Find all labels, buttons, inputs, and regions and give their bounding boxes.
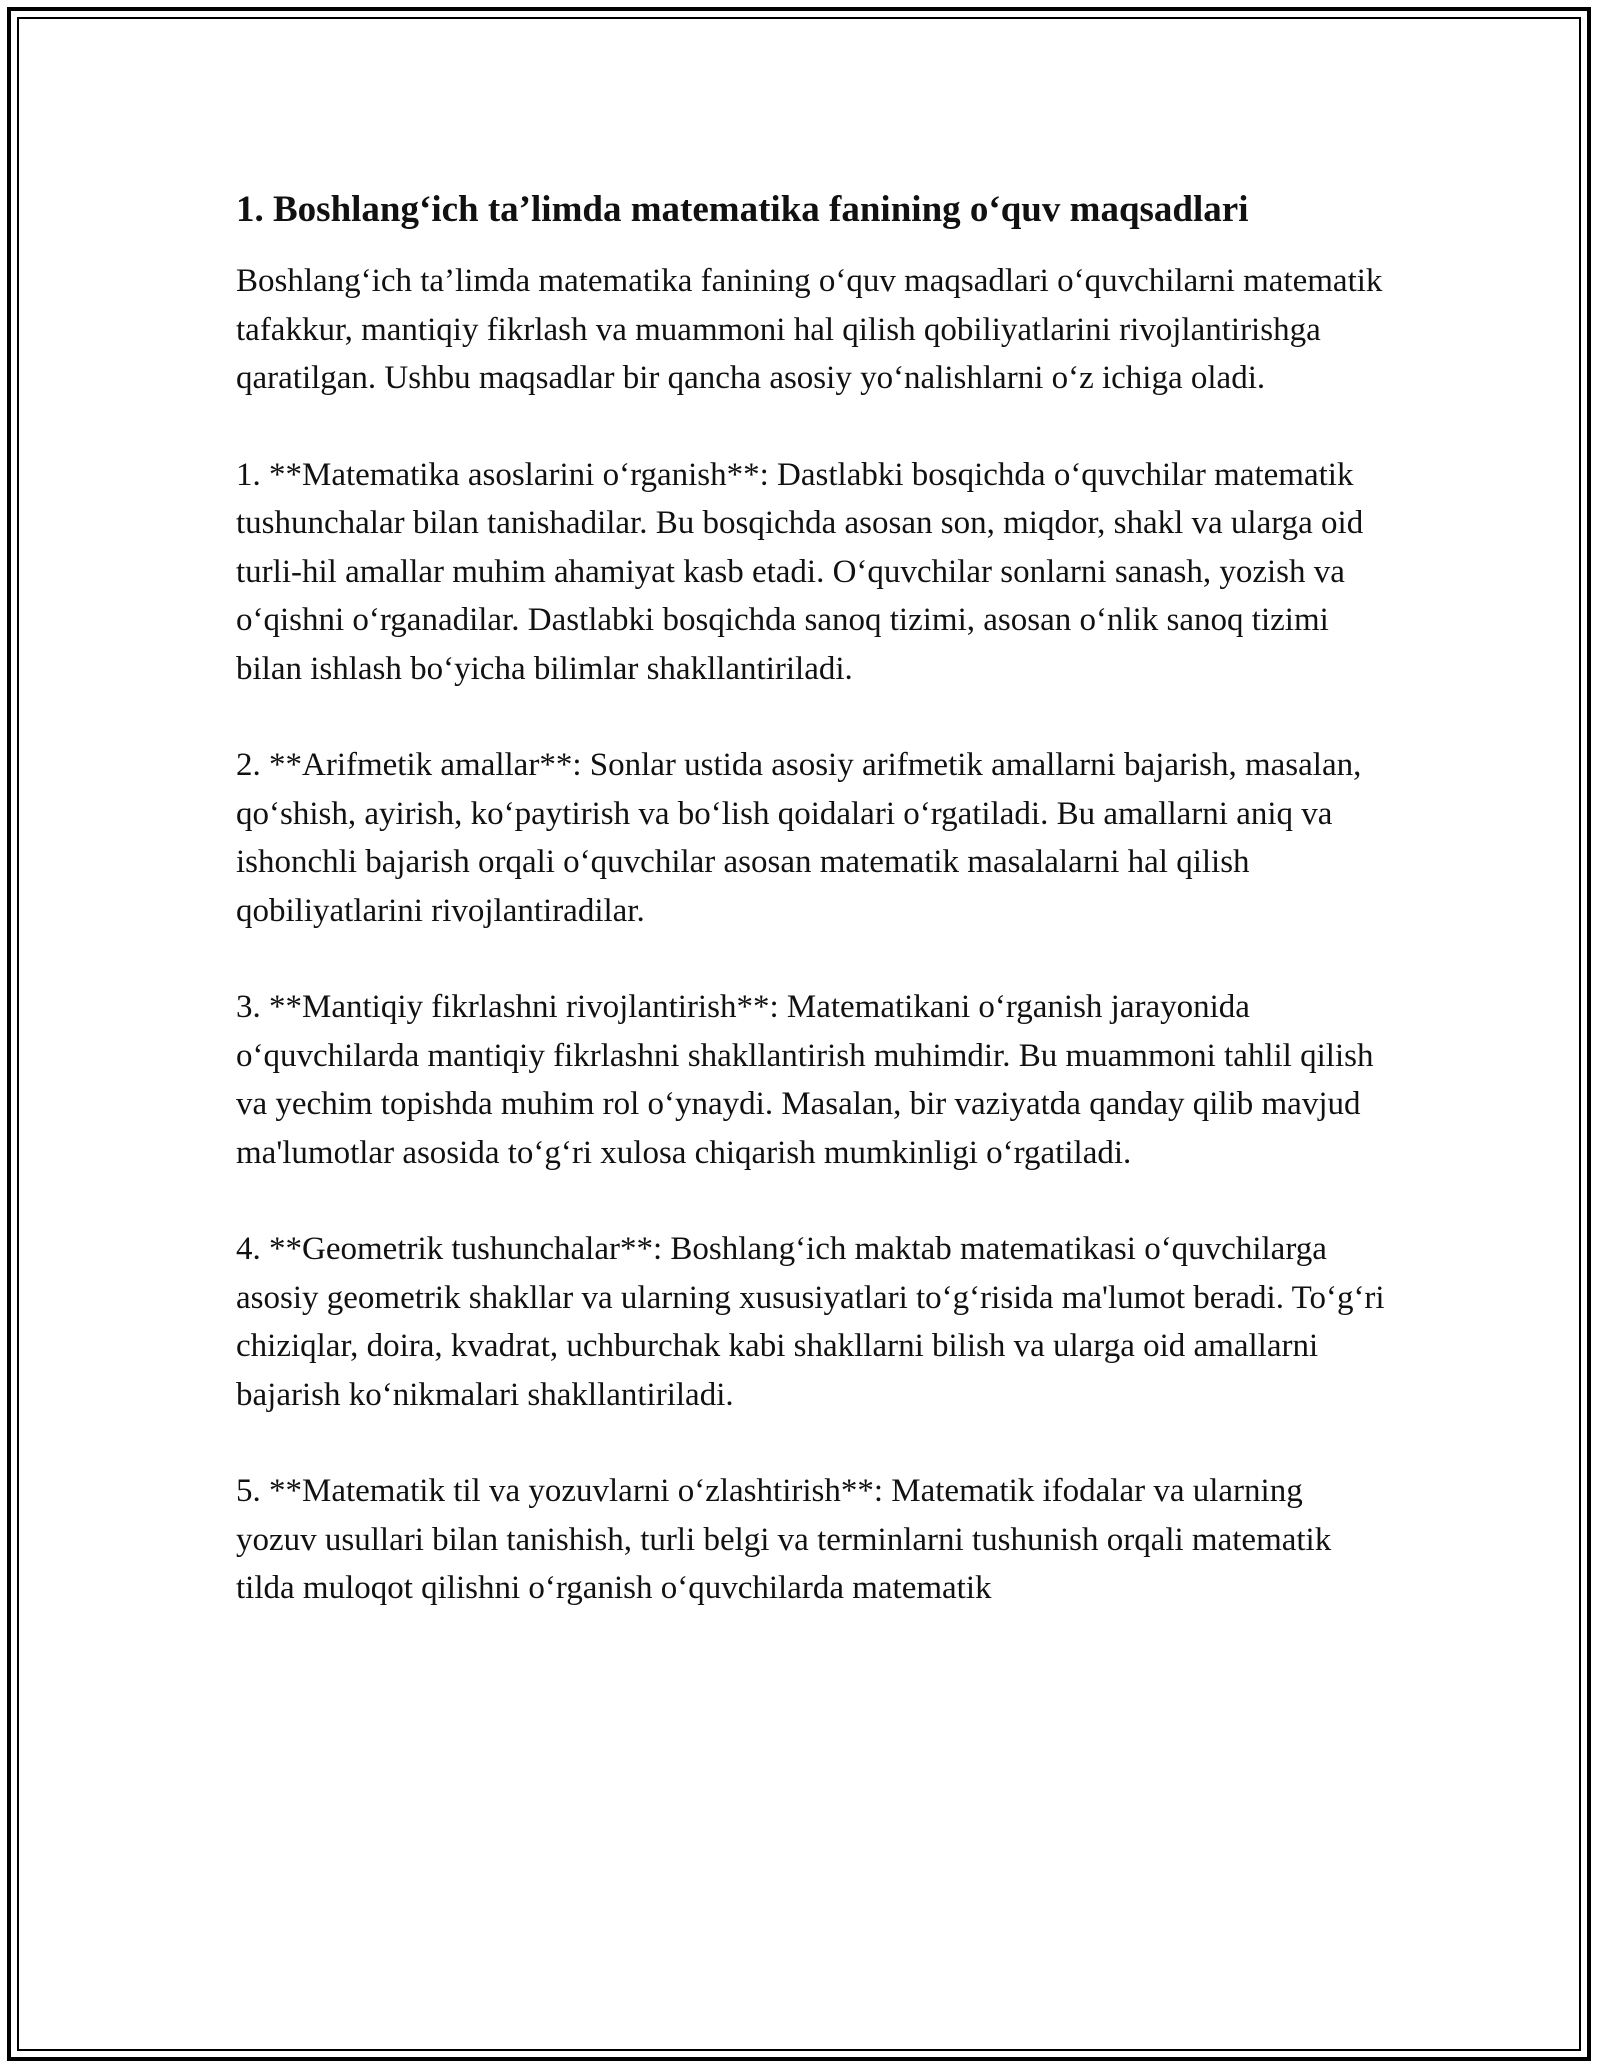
document-body (236, 182, 1386, 1613)
list-item-3: 3. **Mantiqiy fikrlashni rivojlantirish**: Matematikani o‘rganish jarayonida o‘quvchilarda mantiqiy fikrlashni shakllantirish muhimdir. Bu muammoni tahlil qilish va yechim topishda muhim rol o‘ynaydi. Masalan, bir vaziyatda qanday qilib mavjud ma'lumotlar asosida to‘g‘ri xulosa chiqarish mumkinligi o‘rgatiladi. (236, 989, 1374, 1171)
section-title: 1. Boshlang‘ich ta’limda matematika fanining o‘quv maqsadlari (236, 189, 1249, 230)
intro-paragraph: Boshlang‘ich ta’limda matematika fanining o‘quv maqsadlari o‘quvchilarni matematik tafakkur, mantiqiy fikrlash va muammoni hal qilish qobiliyatlarini rivojlantirishga qaratilgan. Ushbu maqsadlar bir qancha asosiy yo‘nalishlarni o‘z ichiga oladi. (236, 263, 1383, 396)
list-item-2: 2. **Arifmetik amallar**: Sonlar ustida asosiy arifmetik amallarni bajarish, masalan, qo‘shish, ayirish, ko‘paytirish va bo‘lish qoidalari o‘rgatiladi. Bu amallarni aniq va ishonchli bajarish orqali o‘quvchilar asosan matematik masalalarni hal qilish qobiliyatlarini rivojlantiradilar. (236, 747, 1362, 929)
list-item-5: 5. **Matematik til va yozuvlarni o‘zlashtirish**: Matematik ifodalar va ularning yozuv usullari bilan tanishish, turli belgi va terminlarni tushunish orqali matematik tilda muloqot qilishni o‘rganish o‘quvchilarda matematik (236, 1473, 1332, 1606)
list-item-4: 4. **Geometrik tushunchalar**: Boshlang‘ich maktab matematikasi o‘quvchilarga asosiy geometrik shakllar va ularning xususiyatlari to‘g‘risida ma'lumot beradi. To‘g‘ri chiziqlar, doira, kvadrat, uchburchak kabi shakllarni bilish va ularga oid amallarni bajarish ko‘nikmalari shakllantiriladi. (236, 1231, 1385, 1413)
list-item-1: 1. **Matematika asoslarini o‘rganish**: Dastlabki bosqichda o‘quvchilar matematik tushunchalar bilan tanishadilar. Bu bosqichda asosan son, miqdor, shakl va ularga oid turli-hil amallar muhim ahamiyat kasb etadi. O‘quvchilar sonlarni sanash, yozish va o‘qishni o‘rganadilar. Dastlabki bosqichda sanoq tizimi, asosan o‘nlik sanoq tizimi bilan ishlash bo‘yicha bilimlar shakllantiriladi. (236, 456, 1364, 687)
